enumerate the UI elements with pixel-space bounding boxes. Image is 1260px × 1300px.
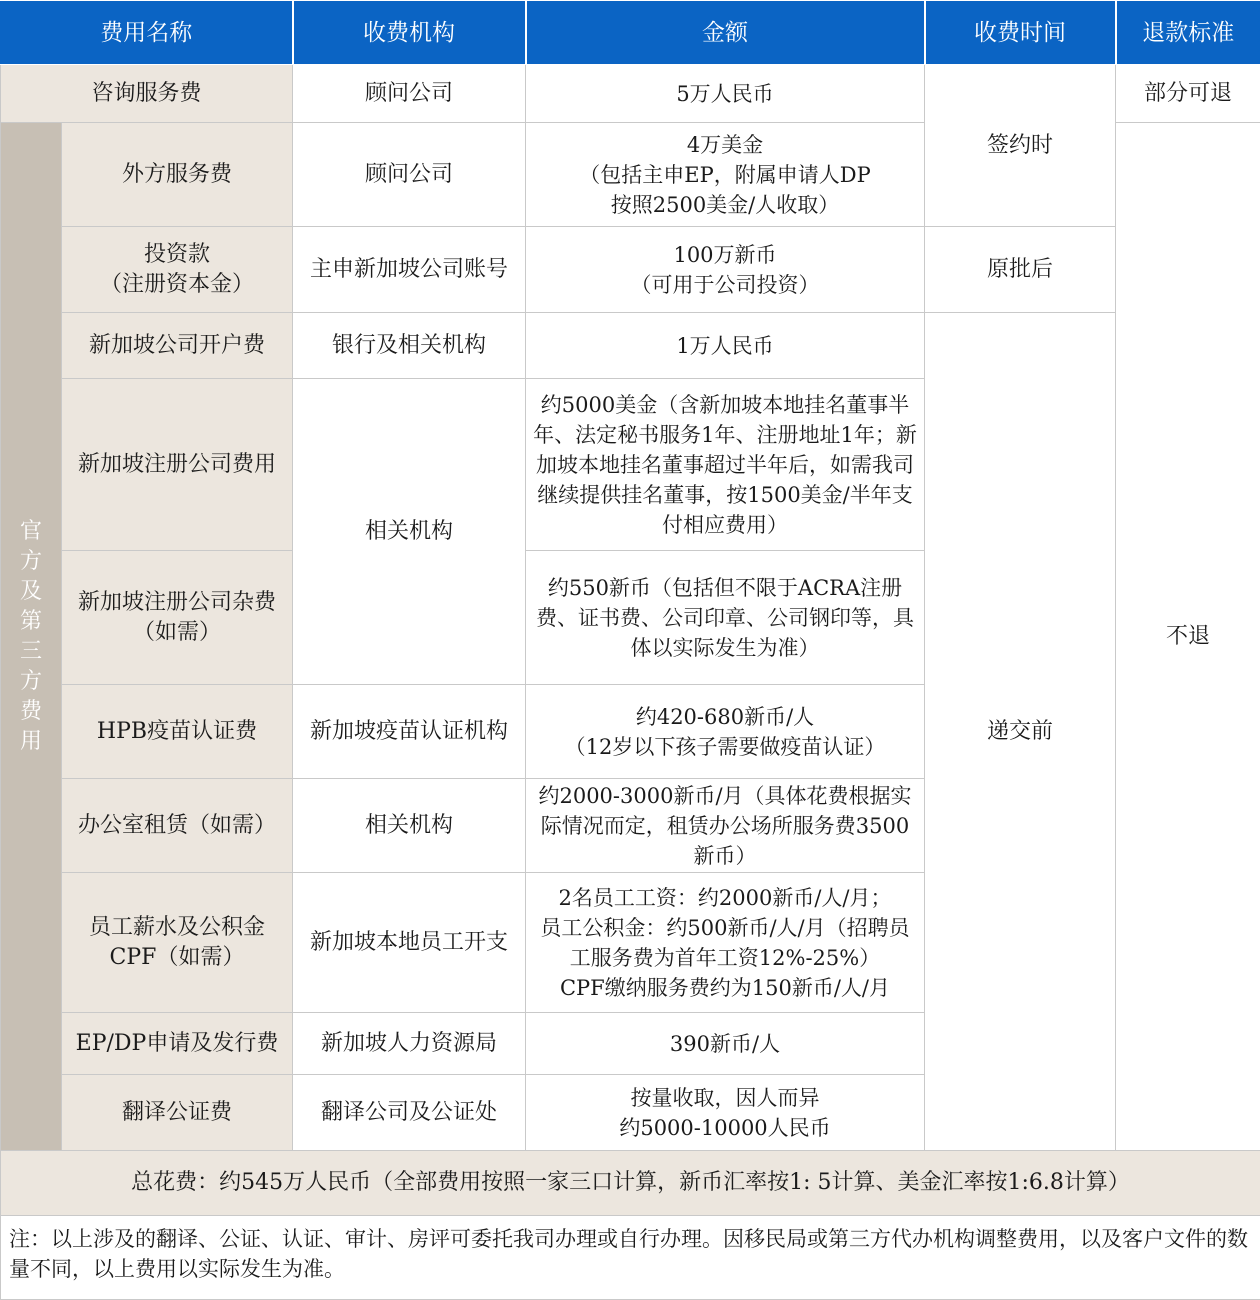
footnote: 注：以上涉及的翻译、公证、认证、审计、房评可委托我司办理或自行办理。因移民局或第三方代办机构调整费用，以及客户文件的数量不同，以上费用以实际发生为准。 [1,1216,1260,1300]
fee-agency: 顾问公司 [293,123,526,227]
note-row [1,1216,1260,1300]
fee-amount: 2名员工工资：约2000新币/人/月； 员工公积金：约500新币/人/月（招聘员工服务费为首年工资12%-25%） CPF缴纳服务费约为150新币/人/月 [526,873,925,1013]
header-refund: 退款标准 [1116,1,1260,65]
total-row [1,1151,1260,1216]
fee-refund: 不退 [1116,123,1260,1151]
fee-agency: 相关机构 [293,779,526,873]
fee-amount: 约420-680新币/人 （12岁以下孩子需要做疫苗认证） [526,685,925,779]
fee-name: HPB疫苗认证费 [62,685,293,779]
fee-agency: 相关机构 [293,379,526,685]
fee-amount: 约550新币（包括但不限于ACRA注册费、证书费、公司印章、公司钢印等，具体以实际发生为准） [526,551,925,685]
header-time: 收费时间 [925,1,1116,65]
fee-name: 外方服务费 [62,123,293,227]
fee-time: 递交前 [925,313,1116,1151]
fee-amount: 约2000-3000新币/月（具体花费根据实际情况而定，租赁办公场所服务费3500 新币） [526,779,925,873]
fee-amount: 100万新币 （可用于公司投资） [526,227,925,313]
table-row [1,227,1260,313]
fee-time: 签约时 [925,65,1116,227]
total-cost: 总花费：约545万人民币（全部费用按照一家三口计算，新币汇率按1: 5计算、美金汇率按1:6.8计算） [1,1151,1260,1216]
fee-name: EP/DP申请及发行费 [62,1013,293,1075]
table-row [1,313,1260,379]
fee-name: 咨询服务费 [1,65,293,123]
fee-name: 翻译公证费 [62,1075,293,1151]
group-label: 官方及第三方费用 [1,123,62,1151]
header-agency: 收费机构 [293,1,526,65]
fee-amount: 按量收取，因人而异 约5000-10000人民币 [526,1075,925,1151]
fee-amount: 约5000美金（含新加坡本地挂名董事半年、法定秘书服务1年、注册地址1年；新加坡本地挂名董事超过半年后，如需我司继续提供挂名董事，按1500美金/半年支付相应费用） [526,379,925,551]
fee-agency: 新加坡本地员工开支 [293,873,526,1013]
fee-agency: 新加坡疫苗认证机构 [293,685,526,779]
fee-amount: 390新币/人 [526,1013,925,1075]
fee-name: 新加坡注册公司杂费 （如需） [62,551,293,685]
fee-agency: 新加坡人力资源局 [293,1013,526,1075]
fee-amount: 5万人民币 [526,65,925,123]
header-amount: 金额 [526,1,925,65]
fee-agency: 银行及相关机构 [293,313,526,379]
fee-name: 新加坡注册公司费用 [62,379,293,551]
header-fee-name: 费用名称 [1,1,293,65]
fee-name: 新加坡公司开户费 [62,313,293,379]
fee-refund: 部分可退 [1116,65,1260,123]
table-row [1,65,1260,123]
fee-agency: 顾问公司 [293,65,526,123]
fee-name: 办公室租赁（如需） [62,779,293,873]
fee-agency: 主申新加坡公司账号 [293,227,526,313]
fee-amount: 1万人民币 [526,313,925,379]
fee-agency: 翻译公司及公证处 [293,1075,526,1151]
fee-name: 员工薪水及公积金 CPF（如需） [62,873,293,1013]
fee-time: 原批后 [925,227,1116,313]
fee-name: 投资款 （注册资本金） [62,227,293,313]
table-header-row [1,1,1260,65]
fee-amount: 4万美金 （包括主申EP，附属申请人DP 按照2500美金/人收取） [526,123,925,227]
